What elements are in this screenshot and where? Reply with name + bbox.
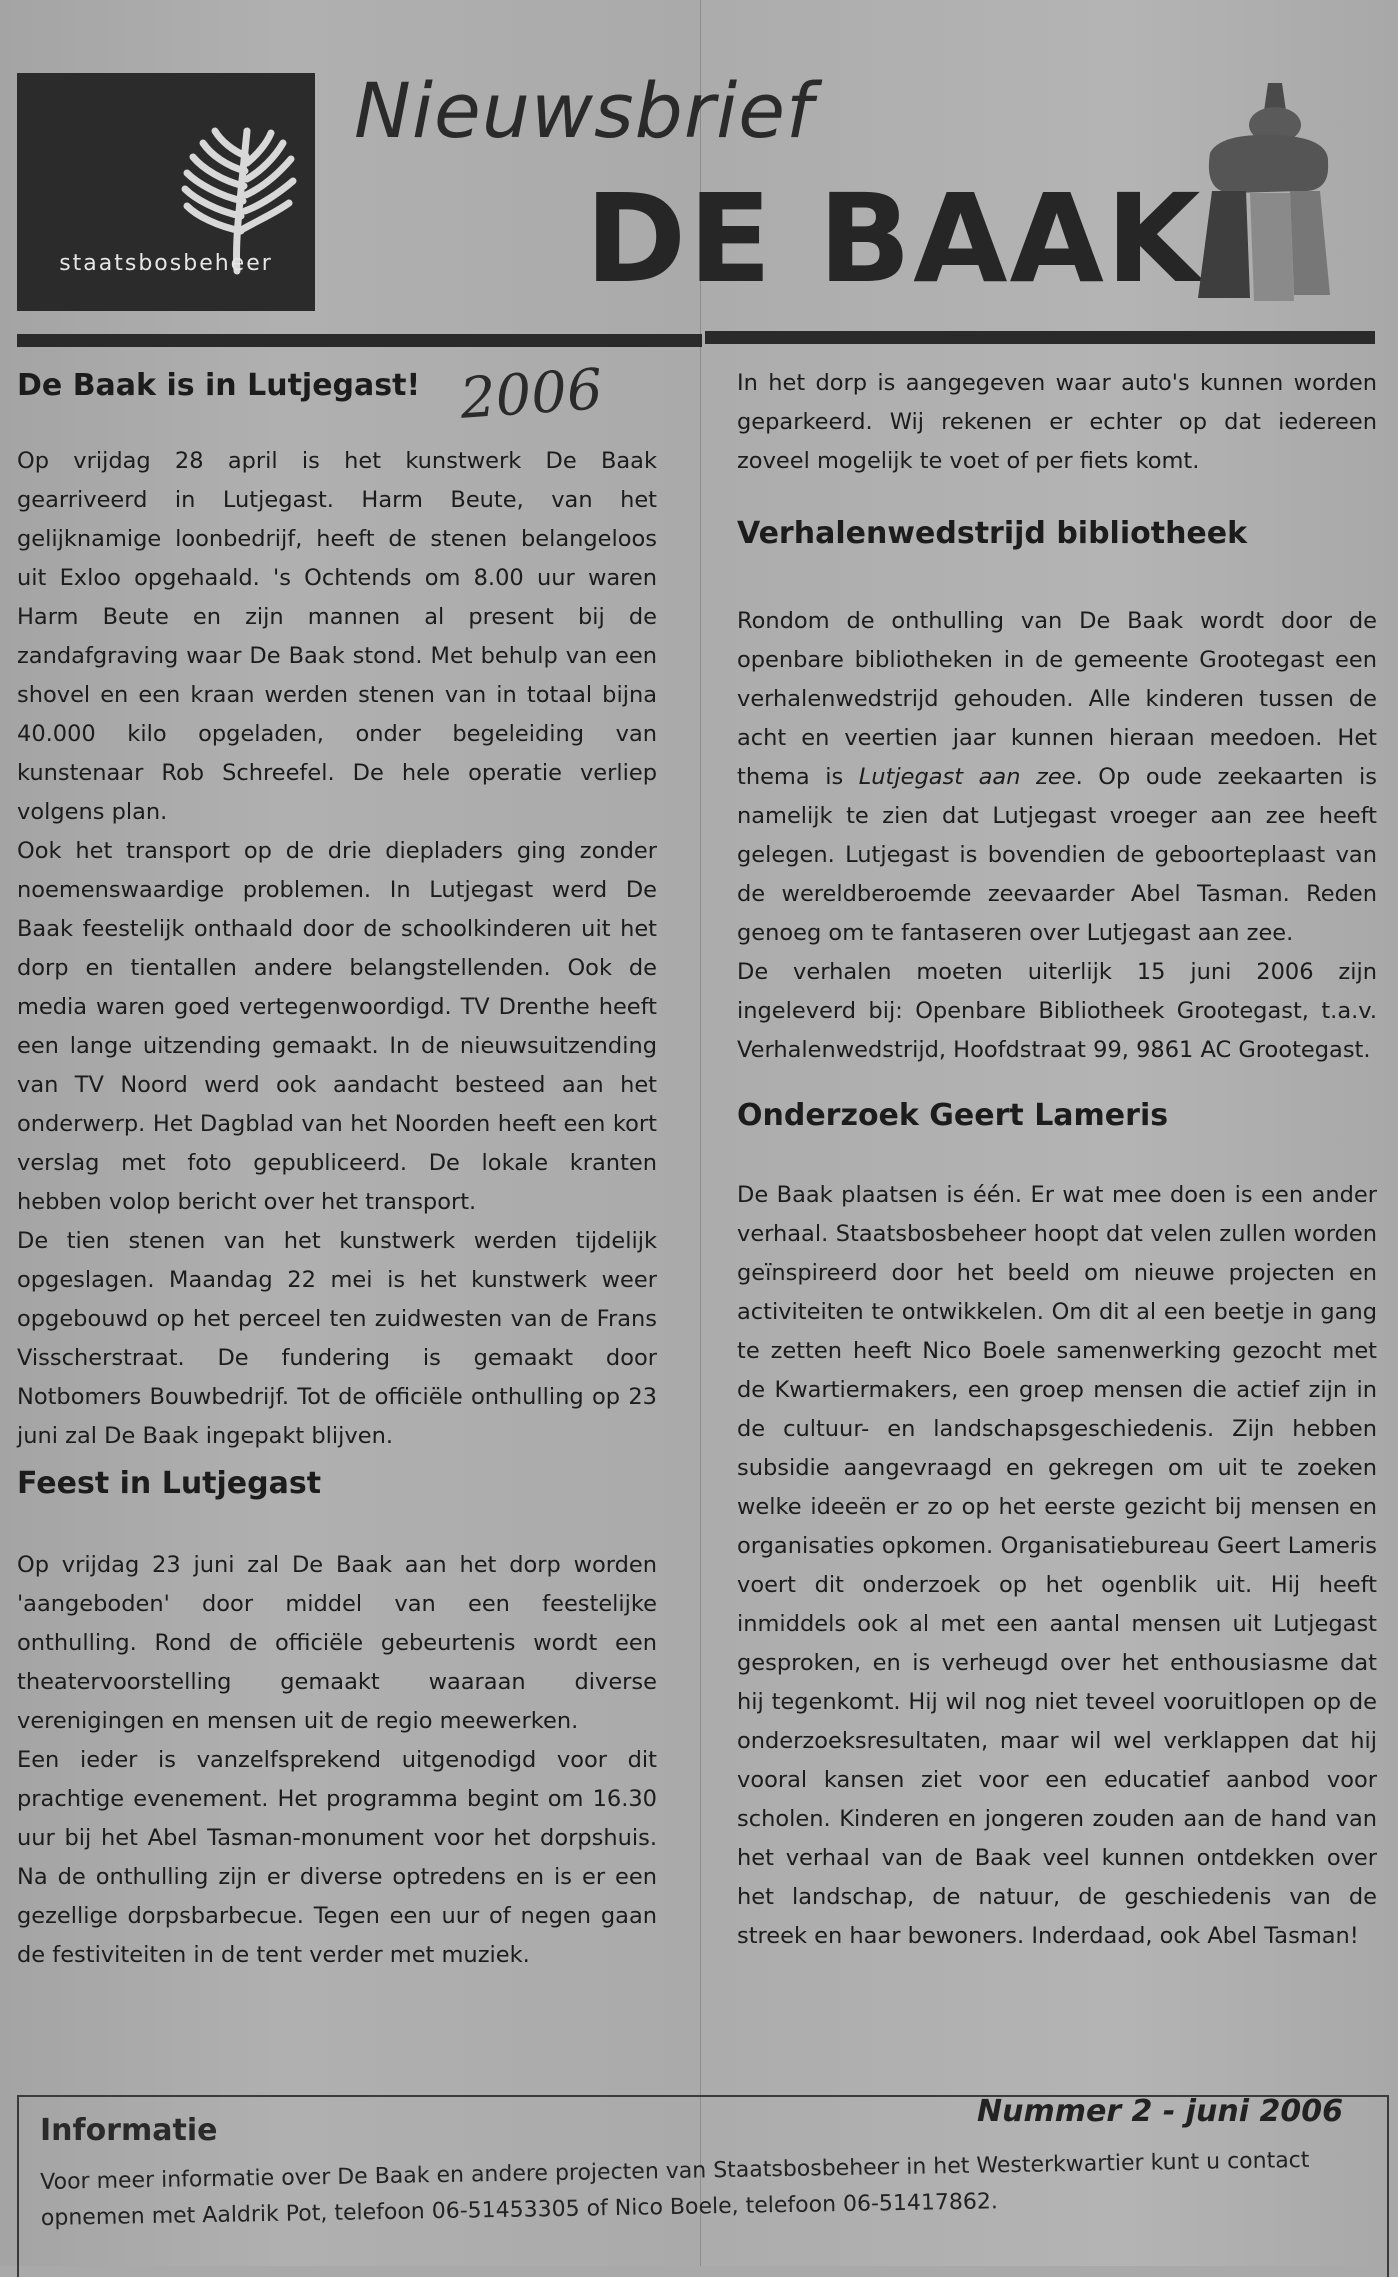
handwritten-year: 2006 <box>457 357 605 432</box>
article-heading: Verhalenwedstrijd bibliotheek <box>737 516 1248 551</box>
masthead-rule <box>17 334 702 347</box>
article-paragraph: Op vrijdag 23 juni zal De Baak aan het dorp worden 'aangeboden' door middel van een feestelijke onthulling. Rond de officiële gebeurtenis wordt een theatervoorstelling gemaakt waaraan diverse verenigingen en mensen uit de regio meewerken. <box>17 1552 657 1734</box>
article-paragraph <box>737 602 1377 953</box>
article-feest-continued <box>737 364 1377 481</box>
text-span: . Op oude zeekaarten is namelijk te zien dat Lutjegast vroeger aan zee heeft gelegen. Lutjegast is bovendien de geboorteplaast van de wereldberoemde zeevaarder Abel Tasman. Reden genoeg om te fantaseren over Lutjegast aan zee. <box>737 764 1377 946</box>
info-text: Voor meer informatie over De Baak en andere projecten van Staatsbosbeheer in het Westerkwartier kunt u contact opnemen met Aaldrik Pot, telefoon 06-51453305 of Nico Boele, telefoon 06-51417862. <box>40 2147 1310 2231</box>
article-heading: Onderzoek Geert Lameris <box>737 1098 1169 1133</box>
article-paragraph: Op vrijdag 28 april is het kunstwerk De Baak gearriveerd in Lutjegast. Harm Beute, van het gelijknamige loonbedrijf, heeft de stenen belangeloos uit Exloo opgehaald. 's Ochtends om 8.00 uur waren Harm Beute en zijn mannen al present bij de zandafgraving waar De Baak stond. Met behulp van een shovel en een kraan werden stenen van in totaal bijna 40.000 kilo opgeladen, onder begeleiding van kunstenaar Rob Schreefel. De hele operatie verliep volgens plan. <box>17 448 657 825</box>
article-de-baak-in-lutjegast <box>17 368 657 1456</box>
article-paragraph: De verhalen moeten uiterlijk 15 juni 2006 zijn ingeleverd bij: Openbare Bibliotheek Grootegast, t.a.v. Verhalenwedstrijd, Hoofdstraat 99, 9861 AC Grootegast. <box>737 959 1377 1063</box>
article-paragraph: Een ieder is vanzelfsprekend uitgenodigd voor dit prachtige evenement. Het programma begint om 16.30 uur bij het Abel Tasman-monument voor het dorpshuis. Na de onthulling zijn er diverse optredens en is er een gezellige dorpsbarbecue. Tegen een uur of negen gaan de festiviteiten in de tent verder met muziek. <box>17 1747 657 1968</box>
staatsbosbeheer-logo <box>17 73 315 311</box>
logo-text: staatsbosbeheer <box>59 251 273 276</box>
article-feest-in-lutjegast <box>17 1466 657 1975</box>
text-span: Rondom de onthulling van De Baak wordt door de openbare bibliotheken in de gemeente Grootegast een verhalenwedstrijd gehouden. Alle kinderen tussen de acht en veertien jaar kunnen hieraan meedoen. Het thema is <box>737 608 1377 790</box>
article-paragraph: De tien stenen van het kunstwerk werden tijdelijk opgeslagen. Maandag 22 mei is het kunstwerk weer opgebouwd op het perceel ten zuidwesten van de Frans Visscherstraat. De fundering is gemaakt door Notbomers Bouwbedrijf. Tot de officiële onthulling op 23 juni zal De Baak ingepakt blijven. <box>17 1228 657 1449</box>
theme-emphasis: Lutjegast aan zee <box>858 764 1076 790</box>
masthead-rule <box>705 331 1375 344</box>
article-heading: Feest in Lutjegast <box>17 1466 322 1501</box>
article-verhalenwedstrijd <box>737 516 1377 1070</box>
newsletter-label: Nieuwsbrief <box>354 66 814 155</box>
article-paragraph: Ook het transport op de drie diepladers ging zonder noemenswaardige problemen. In Lutjegast werd De Baak feestelijk onthaald door de schoolkinderen uit het dorp en tientallen andere belangstellenden. Ook de media waren goed vertegenwoordigd. TV Drenthe heeft een lange uitzending gemaakt. In de nieuwsuitzending van TV Noord werd ook aandacht besteed aan het onderwerp. Het Dagblad van het Noorden heeft een kort verslag met foto gepubliceerd. De lokale kranten hebben volop bericht over het transport. <box>17 838 657 1215</box>
issue-number: Nummer 2 - juni 2006 <box>976 2094 1343 2129</box>
info-title: Informatie <box>40 2113 218 2148</box>
article-paragraph: In het dorp is aangegeven waar auto's kunnen worden geparkeerd. Wij rekenen er echter op dat iedereen zoveel mogelijk te voet of per fiets komt. <box>737 370 1377 474</box>
inukshuk-stone-icon <box>1190 73 1340 303</box>
article-onderzoek-geert-lameris <box>737 1098 1377 1956</box>
article-paragraph: De Baak plaatsen is één. Er wat mee doen is een ander verhaal. Staatsbosbeheer hoopt dat velen zullen worden geïnspireerd door het beeld om nieuwe projecten en activiteiten te ontwikkelen. Om dit al een beetje in gang te zetten heeft Nico Boele samenwerking gezocht met de Kwartiermakers, een groep mensen die actief zijn in de cultuur- en landschapsgeschiedenis. Zijn hebben subsidie aangevraagd en gekregen om uit te zoeken welke ideeën er zo op het eerste gezicht bij mensen en organisaties opkomen. Organisatiebureau Geert Lameris voert dit onderzoek op het ogenblik uit. Hij heeft inmiddels ook al met een aantal mensen uit Lutjegast gesproken, en is verheugd over het enthousiasme dat hij tegenkomt. Hij wil nog niet teveel vooruitlopen op de onderzoeksresultaten, maar wil wel verklappen dat hij vooral kansen ziet voor een educatief aanbod voor scholen. Kinderen en jongeren zouden aan de hand van het verhaal van de Baak veel kunnen ontdekken over het landschap, de natuur, de geschiedenis van de streek en haar bewoners. Inderdaad, ook Abel Tasman! <box>737 1182 1377 1949</box>
article-heading: De Baak is in Lutjegast! <box>17 368 421 403</box>
newsletter-title: DE BAAK <box>585 168 1203 310</box>
